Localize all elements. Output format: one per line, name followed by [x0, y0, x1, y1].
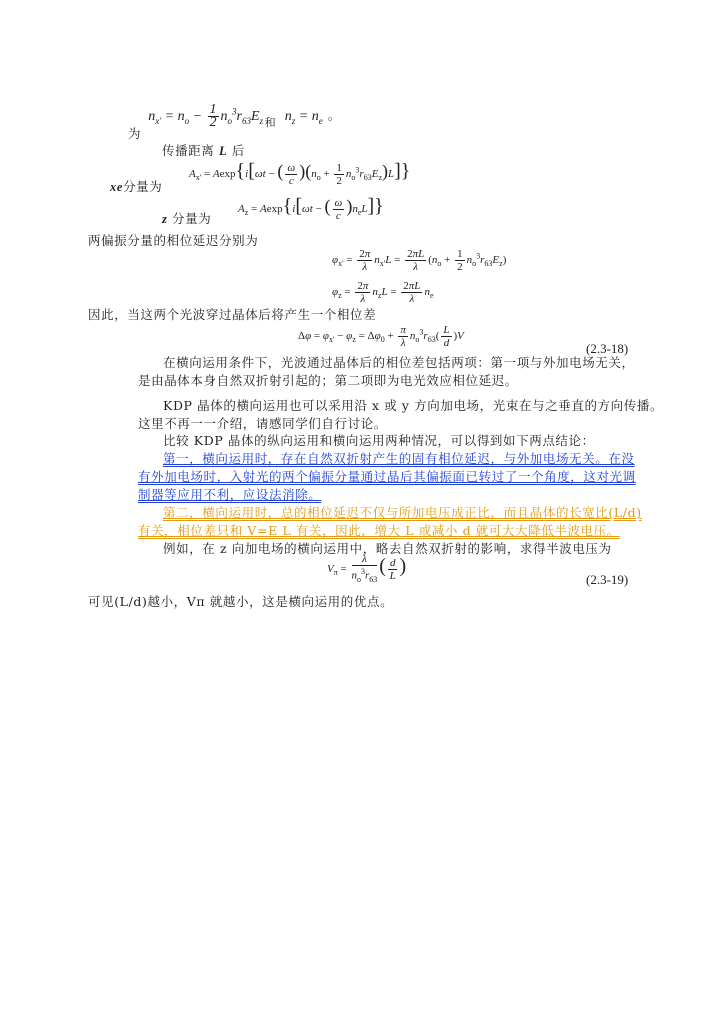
line-2: [162, 143, 245, 159]
line2-var: L: [218, 144, 228, 158]
zcomp-label: [162, 211, 211, 227]
equation-delta-phi: $\Delta\varphi = \varphi_{x'} - \varphi_z = \Delta\varphi_0$ + $\frac{\pi}{\lambda}$ $n_o^3r_{63}$( $\frac{L}{d}$ )V: [298, 324, 464, 349]
blue-para-line2: 有外加电场时，入射光的两个偏振分量通过晶后其偏振面已转过了一个角度，这对光调: [138, 469, 636, 484]
para2-line2: 这里不再一一介绍，请感同学们自行讨论。: [138, 416, 387, 431]
blue-para-line3: 制器等应用不利，应设法消除。: [138, 487, 322, 502]
orange-para-line1: 第二，横向运用时，总的相位延迟不仅与所加电压成正比，而且晶体的长宽比(L/d): [163, 505, 642, 520]
para1-line1: 在横向运用条件下，光波通过晶体后的相位差包括两项：第一项与外加电场无关，: [163, 355, 635, 370]
equation-nz: $n_z = n_e$: [281, 108, 323, 126]
zcomp-var: z: [162, 212, 168, 226]
line2-text: 传播距离: [162, 143, 215, 158]
equation-phiz: $\varphi_z$ = $\frac{2\pi}{\lambda}$ $n_zL$ = $\frac{2\pi L}{\lambda}$ $n_e$: [332, 280, 434, 305]
equation-nx: $n_{x'} = n_o$ − $\frac{1}{2}$ $n_o^3r_{63}E_z$: [148, 102, 264, 130]
line1-end: 。: [327, 107, 341, 123]
equation-vpi: $V_\pi$ = $\frac{\lambda}{n_o^3r_{63}}$ ( $\frac{d}{L}$ ): [327, 553, 407, 584]
blue-para-line1: 第一，横向运用时，存在自然双折射产生的固有相位延迟，与外加电场无关。在没: [163, 451, 635, 466]
line1-and: 和: [264, 115, 277, 129]
para3: 比较 KDP 晶体的纵向运用和横向运用两种情况，可以得到如下两点结论：: [163, 433, 595, 448]
line-1: [128, 102, 341, 141]
zcomp-text: 分量为: [172, 211, 212, 226]
para1-line2: 是由晶体本身自然双折射引起的；第二项即为电光效应相位延迟。: [138, 373, 518, 388]
equation-phix: $\varphi_{x'}$ = $\frac{2\pi}{\lambda}$ $n_{x'}L$ = $\frac{2\pi L}{\lambda}$ ($n_o$ + $\frac{1}{2}$ $n_o^3r_{63}E_z$): [332, 248, 507, 273]
para-example: 例如，在 z 向加电场的横向运用中，略去自然双折射的影响，求得半波电压为: [163, 541, 612, 556]
equation-Az: $A_z = Aexp\{i[\omega t$ − ( $\frac{\omega}{c}$ )$n_eL$]}: [238, 195, 384, 222]
xcomp-text: 分量为: [123, 179, 163, 194]
para2-line1: KDP 晶体的横向运用也可以采用沿 x 或 y 方向加电场，光束在与之垂直的方向传播。: [163, 398, 664, 413]
xcomp-var: xe: [110, 180, 123, 194]
thus-line: 因此，当这两个光波穿过晶体后将产生一个相位差: [88, 307, 377, 322]
phase-delay-line: 两偏振分量的相位延迟分别为: [88, 233, 259, 248]
line2-suffix: 后: [231, 143, 245, 158]
xcomp-label: [110, 179, 162, 195]
equation-number-19: (2.3-19): [586, 572, 629, 587]
equation-Ax: $A_{x'} = Aexp\{i[\omega t$ − ( $\frac{\omega}{c}$ )($n_o$ + $\frac{1}{2}$ $n_o^3r_{63}E_z)L$]}: [189, 160, 411, 187]
line1-prefix: 为: [128, 125, 142, 141]
orange-para-line2: 有关，相位差只和 V=E L 有关，因此，增大 L 或减小 d 就可大大降低半波电压。: [138, 523, 620, 538]
fraction-half: $\frac{1}{2}$: [209, 102, 217, 130]
equation-number-18: (2.3-18): [586, 341, 629, 356]
conclusion: 可见(L/d)越小，Vπ 就越小，这是横向运用的优点。: [88, 594, 394, 609]
